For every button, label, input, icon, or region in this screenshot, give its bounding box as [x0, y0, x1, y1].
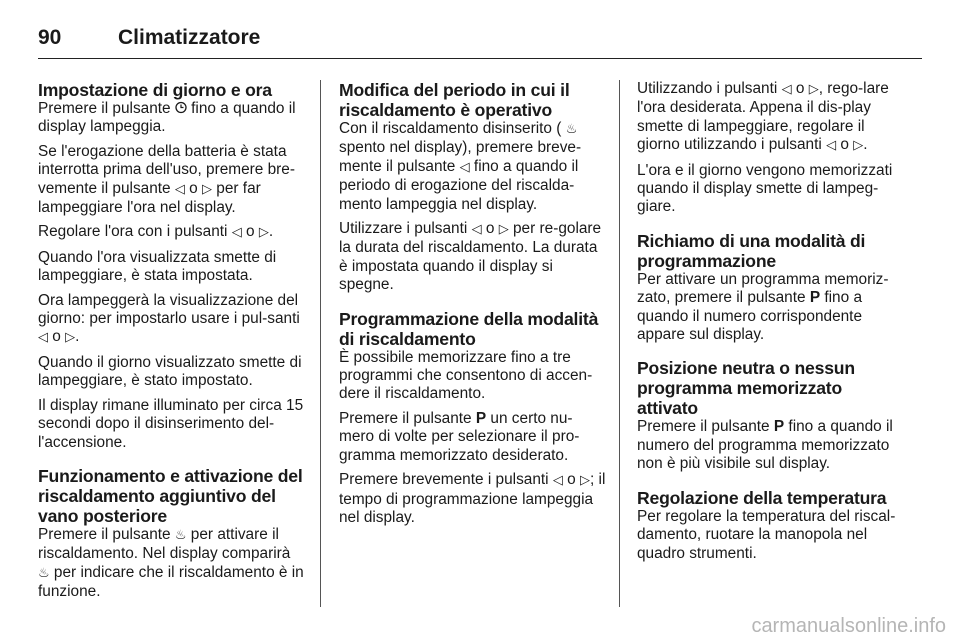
section-rear-heating — [38, 466, 306, 602]
right-triangle-icon: ▷ — [498, 222, 509, 238]
page-header — [38, 18, 922, 59]
section-title: Modifica del periodo in cui il riscaldamento è operativo — [339, 80, 570, 120]
column-2 — [339, 80, 607, 541]
paragraph: Utilizzando i pulsanti ◁ o ▷, rego-lare l'ora desiderata. Appena il dis-play smette di lampeggiare, regolare il giorno utilizzando i pulsanti ◁ o ▷. — [637, 80, 889, 154]
right-triangle-icon: ▷ — [808, 82, 819, 97]
left-triangle-icon: ◁ — [781, 82, 792, 97]
paragraph: L'ora e il giorno vengono memorizzati quando il display smette di lampeg-giare. — [637, 161, 893, 216]
heating-icon: ♨ — [38, 565, 50, 581]
right-triangle-icon: ▷ — [202, 181, 213, 197]
left-triangle-icon: ◁ — [826, 138, 837, 154]
paragraph: Premere brevemente i pulsanti ◁ o ▷; il tempo di programmazione lampeggia nel display. — [339, 471, 606, 526]
column-1 — [38, 80, 306, 616]
left-triangle-icon: ◁ — [471, 222, 482, 238]
section-title: Programmazione della modalità di riscaldamento — [339, 308, 599, 349]
section-title: Funzionamento e attivazione del riscaldamento aggiuntivo del vano posteriore — [38, 465, 303, 526]
paragraph: Per regolare la temperatura del riscal-damento, ruotare la manopola nel quadro strumenti. — [637, 507, 896, 562]
section-set-day-time — [38, 80, 306, 452]
paragraph: Premere il pulsante P fino a quando il numero del programma memorizzato non è più visibile sul display. — [637, 418, 893, 473]
left-triangle-icon: ◁ — [231, 225, 242, 241]
p-button-label: P — [809, 289, 821, 307]
p-button-label: P — [773, 418, 785, 436]
section-title: Richiamo di una modalità di programmazione — [637, 230, 866, 271]
paragraph: Se l'erogazione della batteria è stata interrotta prima dell'uso, premere bre-vemente il pulsante ◁ o ▷ per far lampeggiare l'ora nel display. — [38, 142, 295, 217]
page-number: 90 — [38, 26, 62, 49]
section-title: Posizione neutra o nessun programma memorizzato attivato — [637, 358, 855, 419]
right-triangle-icon: ▷ — [258, 225, 269, 241]
left-triangle-icon: ◁ — [38, 330, 48, 346]
section-temperature — [637, 488, 905, 563]
paragraph: Per attivare un programma memoriz-zato, premere il pulsante P fino a quando il numero corrispondente appare sul display. — [637, 270, 889, 344]
column-divider-2 — [619, 80, 620, 607]
p-button-label: P — [475, 409, 487, 427]
paragraph: Il display rimane illuminato per circa 15 secondi dopo il disinserimento del-l'accensione. — [38, 396, 304, 451]
right-triangle-icon: ▷ — [853, 138, 864, 154]
paragraph: Premere il pulsante ♨ per attivare il riscaldamento. Nel display comparirà ♨ per indicare che il riscaldamento è in funzione. — [38, 525, 304, 601]
section-recall-program — [637, 231, 905, 345]
left-triangle-icon: ◁ — [174, 181, 185, 197]
right-triangle-icon: ▷ — [580, 473, 590, 489]
chapter-title: Climatizzatore — [118, 26, 261, 49]
watermark: carmanualsonline.info — [751, 615, 946, 637]
heating-icon: ♨ — [565, 122, 578, 137]
heating-icon: ♨ — [174, 527, 187, 543]
section-continued — [637, 80, 905, 217]
section-title: Impostazione di giorno e ora — [38, 80, 272, 100]
paragraph: Premere il pulsante P un certo nu-mero di volte per selezionare il pro-gramma memorizzato desiderato. — [339, 409, 580, 464]
right-triangle-icon: ▷ — [65, 330, 76, 346]
left-triangle-icon: ◁ — [459, 159, 470, 175]
paragraph: Regolare l'ora con i pulsanti ◁ o ▷. — [38, 223, 274, 241]
paragraph: È possibile memorizzare fino a tre programmi che consentono di accen-dere il riscaldamento. — [339, 348, 593, 403]
column-divider-1 — [320, 80, 321, 607]
clock-icon — [175, 101, 187, 114]
paragraph: Con il riscaldamento disinserito ( ♨ spento nel display), premere breve-mente il pulsante ◁ fino a quando il periodo di erogazione del riscalda-mento lampeggia nel display. — [339, 120, 582, 213]
left-triangle-icon: ◁ — [552, 473, 563, 489]
paragraph: Quando l'ora visualizzata smette di lampeggiare, è stata impostata. — [38, 248, 277, 285]
paragraph: Premere il pulsante fino a quando il display lampeggia. — [38, 100, 296, 136]
section-title: Regolazione della temperatura — [637, 487, 887, 508]
paragraph: Ora lampeggerà la visualizzazione del giorno: per impostarlo usare i pul-santi ◁ o ▷. — [38, 291, 300, 346]
section-programming-mode — [339, 309, 607, 528]
section-neutral-position — [637, 358, 905, 473]
section-heating-period — [339, 80, 607, 295]
paragraph: Quando il giorno visualizzato smette di lampeggiare, è stato impostato. — [38, 353, 302, 390]
column-3 — [637, 80, 905, 577]
paragraph: Utilizzare i pulsanti ◁ o ▷ per re-golare la durata del riscaldamento. La durata è impostata quando il display si spegne. — [339, 220, 602, 294]
